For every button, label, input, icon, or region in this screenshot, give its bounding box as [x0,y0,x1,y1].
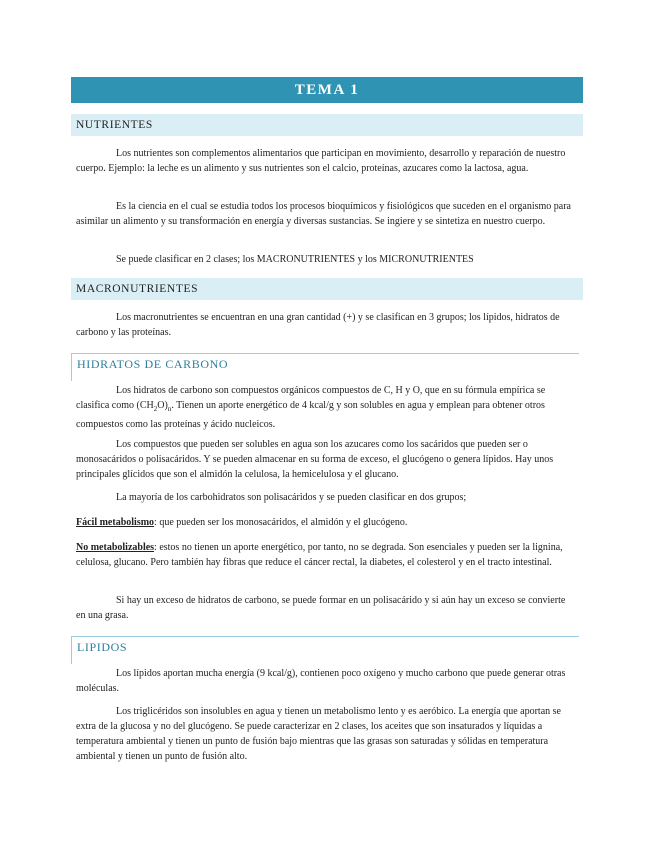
text-run: O) [157,400,168,411]
paragraph: Los compuestos que pueden ser solubles en agua son los azucares como los sacáridos que pueden ser o monosacáridos o polisacáridos. Y se pueden almacenar en su forma de exceso, el glucógeno o genera lípidos. Hay unos principales glícidos que son el almidón la celulosa, la hemicelulosa y el glucano. [76,439,554,480]
text-run: Los hidratos de carbono son compuestos orgánicos compuestos de C, H y O, que en su fórmula empírica se clasifica como (CH [76,385,546,411]
subsection-heading-hidratos: HIDRATOS DE CARBONO [71,353,579,381]
section-heading-nutrientes: NUTRIENTES [71,114,583,136]
paragraph: Los triglicéridos son insolubles en agua y tienen un metabolismo lento y es aeróbico. La energía que aportan se extra de la glucosa y no del glucógeno. Se puede caracterizar en 2 clases, los aceites que son insaturados y líquidas a temperatura ambiental y tienen un punto de fusión bajo mientras que las grasas son saturadas y sólidas en temperatura ambiental y tienen un punto de fusión alto. [76,706,561,762]
paragraph [76,383,576,432]
text-run: . Tienen un aporte energético de 4 kcal/g y son solubles en agua y emplean para obtener otros compuestos como las proteínas y ácido nucleicos. [76,400,545,430]
term-label: Fácil metabolismo [76,517,155,528]
paragraph: Si hay un exceso de hidratos de carbono, se puede formar en un polisacárido y si aún hay un exceso se convierte en una grasa. [76,595,566,621]
paragraph: Se puede clasificar en 2 clases; los MACRONUTRIENTES y los MICRONUTRIENTES [116,254,474,265]
paragraph: La mayoría de los carbohidratos son polisacáridos y se pueden clasificar en dos grupos; [116,492,467,503]
paragraph: Los lípidos aportan mucha energía (9 kcal/g), contienen poco oxígeno y mucho carbono que puede generar otras moléculas. [76,668,566,694]
text-run: : estos no tienen un aporte energético, por tanto, no se degrada. Son esenciales y pueden ser la lignina, celulosa, glucano. Pero también hay fibras que reduce el cáncer rectal, la diabetes, el colesterol y en el tracto intestinal. [76,542,563,568]
paragraph: Los macronutrientes se encuentran en una gran cantidad (+) y se clasifican en 3 grupos; los lípidos, hidratos de carbono y las proteínas. [76,312,560,338]
subscript: n [167,405,172,413]
document-title: TEMA 1 [71,77,583,103]
paragraph [76,540,576,570]
section-heading-macronutrientes: MACRONUTRIENTES [71,278,583,300]
term-label: No metabolizables [76,542,155,553]
subsection-heading-lipidos: LIPIDOS [71,636,579,664]
paragraph [76,515,576,530]
paragraph: Es la ciencia en el cual se estudia todos los procesos bioquímicos y fisiológicos que suceden en el organismo para asimilar un alimento y su transformación en energía y diversas sustancias. Se ingiere y se sintetiza en nuestro cuerpo. [76,201,571,227]
text-run: : que pueden ser los monosacáridos, el almidón y el glucógeno. [154,517,408,528]
paragraph: Los nutrientes son complementos alimentarios que participan en movimiento, desarrollo y reparación de nuestro cuerpo. Ejemplo: la leche es un alimento y sus nutrientes son el calcio, proteínas, azucares como la lactosa, agua. [76,148,566,174]
subscript: 2 [153,405,158,413]
